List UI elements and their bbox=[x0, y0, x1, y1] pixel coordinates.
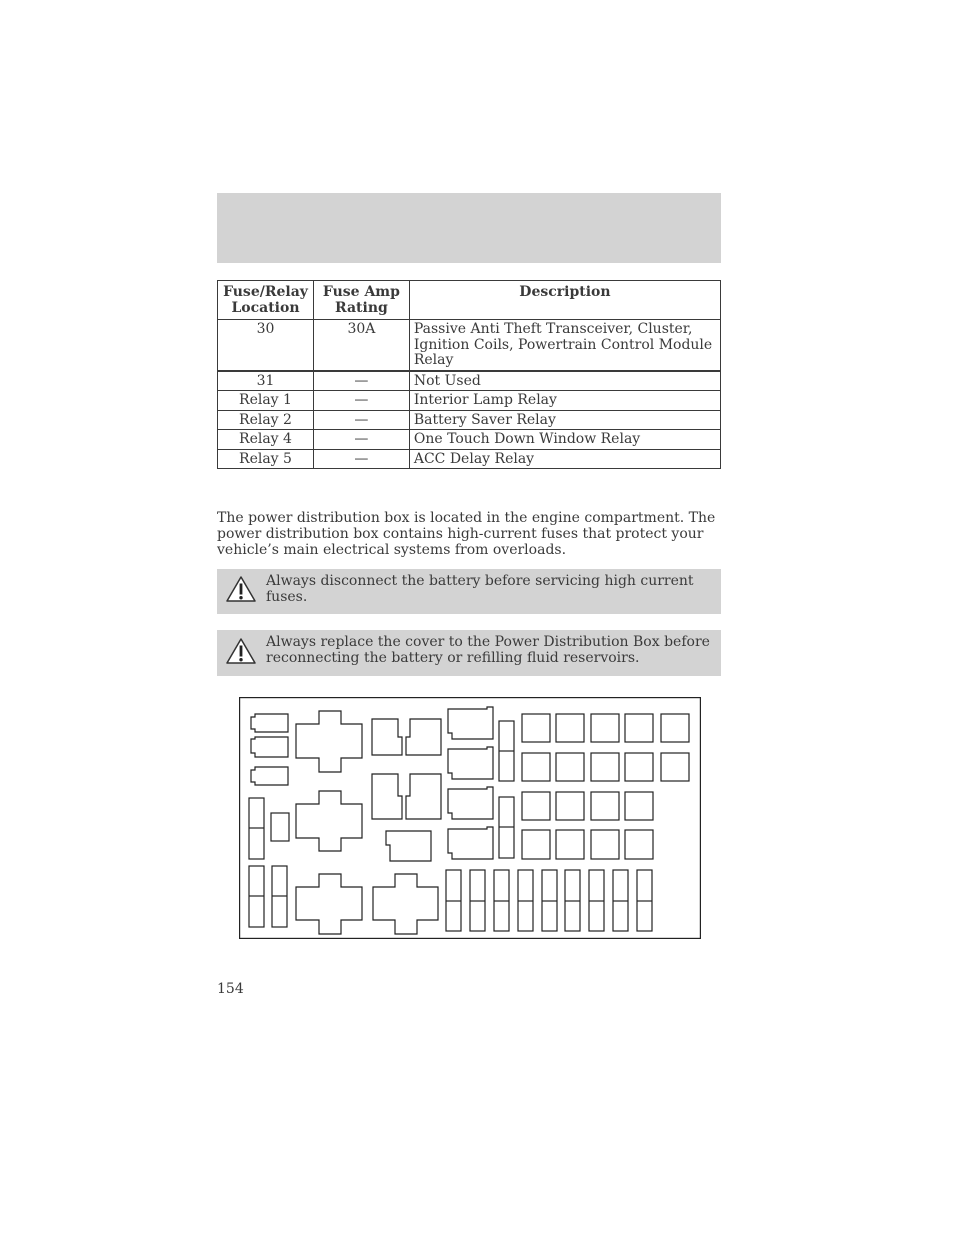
mini-fuse-slot bbox=[625, 792, 653, 820]
mini-fuse-slot bbox=[556, 830, 584, 859]
relay-slot bbox=[296, 874, 362, 934]
table-row bbox=[218, 371, 721, 391]
cell-rating: — bbox=[313, 430, 409, 450]
mini-fuse-slot bbox=[556, 792, 584, 820]
mini-fuse-slot bbox=[661, 714, 689, 742]
warning-triangle-icon bbox=[225, 637, 257, 665]
table-row bbox=[218, 391, 721, 411]
table-row bbox=[218, 320, 721, 371]
cell-location: Relay 4 bbox=[218, 430, 314, 450]
mini-fuse-slot bbox=[556, 753, 584, 781]
cell-description: Interior Lamp Relay bbox=[409, 391, 720, 411]
warning-text: Always replace the cover to the Power Distribution Box before reconnecting the battery or refilling fluid reservoirs. bbox=[266, 634, 710, 666]
cell-location: 31 bbox=[218, 371, 314, 391]
mini-fuse-slot bbox=[625, 753, 653, 781]
table-row bbox=[218, 449, 721, 469]
fuse-relay-table bbox=[217, 280, 721, 469]
relay-slot bbox=[373, 874, 438, 934]
header-description bbox=[409, 281, 720, 320]
warning-box-disconnect bbox=[217, 569, 721, 614]
header-rating-line2: Rating bbox=[335, 299, 388, 316]
intro-paragraph: The power distribution box is located in the engine compartment. The power distribution box contains high-current fuses that protect your vehicle’s main electrical systems from overloads. bbox=[217, 510, 716, 558]
table-row bbox=[218, 430, 721, 450]
maxi-fuse-slot bbox=[448, 827, 493, 859]
cell-rating: — bbox=[313, 410, 409, 430]
cell-location: 30 bbox=[218, 320, 314, 371]
mini-fuse-slot bbox=[522, 830, 550, 859]
cell-description: Passive Anti Theft Transceiver, Cluster, Ignition Coils, Powertrain Control Module Relay bbox=[409, 320, 720, 371]
mini-fuse-slot bbox=[661, 753, 689, 781]
cell-rating: — bbox=[313, 391, 409, 411]
mini-fuse-slot bbox=[556, 714, 584, 742]
cell-rating: 30A bbox=[313, 320, 409, 371]
mini-fuse-slot bbox=[522, 753, 550, 781]
mini-fuse-slot bbox=[522, 792, 550, 820]
cartridge-fuse-slot bbox=[406, 774, 441, 819]
maxi-fuse-slot bbox=[448, 787, 493, 819]
cartridge-fuse-slot bbox=[406, 719, 441, 755]
mini-fuse-slot bbox=[625, 714, 653, 742]
mini-fuse-slot bbox=[591, 792, 619, 820]
header-description-line1: Description bbox=[519, 284, 611, 300]
power-distribution-box-diagram bbox=[239, 697, 701, 939]
cartridge-fuse-slot bbox=[386, 831, 431, 861]
fuse-slot bbox=[251, 714, 288, 732]
maxi-fuse-slot bbox=[448, 707, 493, 739]
maxi-fuse-slot bbox=[448, 747, 493, 779]
cell-description: Battery Saver Relay bbox=[409, 410, 720, 430]
cartridge-fuse-slot bbox=[372, 774, 402, 819]
header-rating bbox=[313, 281, 409, 320]
header-location bbox=[218, 281, 314, 320]
mini-fuse-slot bbox=[591, 753, 619, 781]
cell-location: Relay 1 bbox=[218, 391, 314, 411]
relay-slot bbox=[296, 791, 362, 851]
fuse-slot bbox=[271, 813, 289, 841]
table-header-row bbox=[218, 281, 721, 320]
mini-fuse-slot bbox=[591, 830, 619, 859]
cell-description: One Touch Down Window Relay bbox=[409, 430, 720, 450]
cell-description: ACC Delay Relay bbox=[409, 449, 720, 469]
mini-fuse-slot bbox=[591, 714, 619, 742]
header-location-line1: Fuse/Relay bbox=[223, 284, 308, 300]
cell-description: Not Used bbox=[409, 371, 720, 391]
cell-location: Relay 2 bbox=[218, 410, 314, 430]
warning-text: Always disconnect the battery before servicing high current fuses. bbox=[266, 573, 694, 605]
relay-slot bbox=[296, 711, 362, 772]
fuse-slot bbox=[251, 737, 288, 757]
page-number: 154 bbox=[217, 981, 244, 997]
header-rating-line1: Fuse Amp bbox=[322, 284, 400, 300]
cell-location: Relay 5 bbox=[218, 449, 314, 469]
header-location-line2: Location bbox=[231, 299, 300, 316]
mini-fuse-slot bbox=[522, 714, 550, 742]
cell-rating: — bbox=[313, 371, 409, 391]
table-row bbox=[218, 410, 721, 430]
cell-rating: — bbox=[313, 449, 409, 469]
warning-triangle-icon bbox=[225, 575, 257, 603]
mini-fuse-slot bbox=[625, 830, 653, 859]
cartridge-fuse-slot bbox=[372, 719, 402, 755]
header-band bbox=[217, 193, 721, 263]
warning-box-cover bbox=[217, 630, 721, 676]
fuse-slot bbox=[251, 767, 288, 785]
